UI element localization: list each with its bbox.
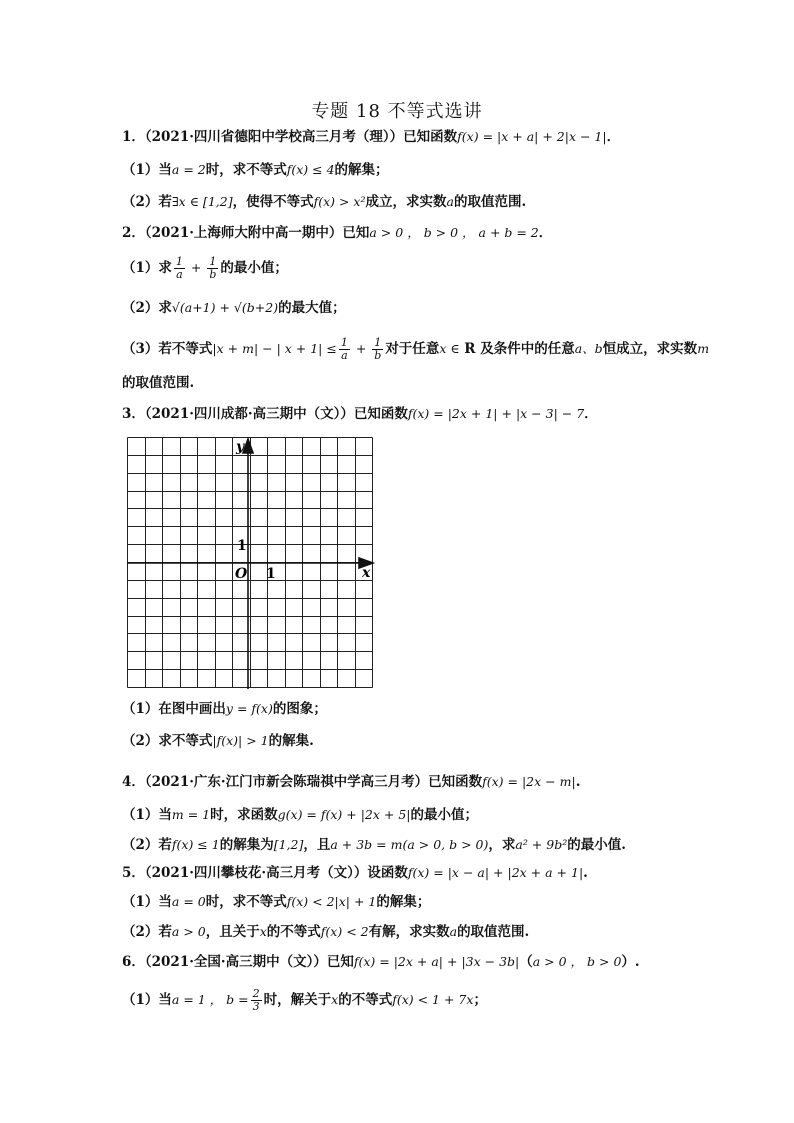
text: 5．（2021·四川攀枝花·高三月考（文））设函数 (122, 865, 408, 881)
formula: f(x) = |x + a| + 2|x − 1| (457, 129, 607, 144)
coordinate-grid (127, 437, 375, 689)
formula: f(x) = |x − a| + |2x + a + 1| (407, 865, 584, 880)
problem-3-part-2 (122, 732, 314, 750)
y-axis-label: y (236, 439, 245, 455)
text: （2）求不等式 (122, 733, 213, 749)
text: ． (538, 225, 553, 241)
text: （1）当 (122, 162, 172, 178)
formula: a > 0 ， b > 0 ， a + b = 2 (369, 225, 539, 240)
problem-2-part-2 (122, 299, 346, 317)
fraction: $\frac{1}{a}$ (175, 255, 183, 281)
problem-3-stem (122, 405, 598, 423)
formula: a > 0 (171, 924, 206, 939)
formula: + (351, 341, 371, 356)
text: 时，求不等式 (205, 162, 287, 178)
text: 有解，求实数 (368, 924, 450, 940)
formula: a (446, 194, 454, 209)
y-tick-label: 1 (237, 538, 247, 554)
text: ，且关于 (205, 924, 260, 940)
text: 时，求函数 (210, 807, 278, 823)
text: 的取值范围. (457, 924, 530, 940)
formula: f(x) < 1 + 7x (392, 992, 474, 1007)
text: ． (606, 129, 621, 145)
text: 6．（2021·全国·高三期中（文））已知 (122, 954, 354, 970)
text: （3）若不等式 (122, 341, 213, 357)
problem-1-stem (122, 128, 620, 146)
problem-2-part-1 (122, 256, 288, 281)
text: 的取值范围. (122, 375, 195, 391)
formula: a² + 9b² (515, 837, 568, 852)
text: （2）求 (122, 300, 172, 316)
formula: f(x) > x² (313, 194, 366, 209)
text: 的最小值. (567, 837, 626, 853)
text: 的解集为 (219, 837, 274, 853)
formula: a + 3b = m(a > 0, b > 0) (330, 837, 489, 852)
formula: f(x) ≤ 4 (286, 162, 335, 177)
formula: a = 2 (171, 162, 206, 177)
formula: + (186, 260, 206, 275)
text: 的不等式 (266, 924, 321, 940)
text: . (583, 865, 588, 881)
formula: a = 0 (171, 894, 206, 909)
text: 3．（2021·四川成都·高三期中（文））已知函数 (122, 406, 408, 422)
problem-6-stem (122, 953, 640, 971)
text: 时，求不等式 (205, 894, 287, 910)
problem-5-stem (122, 864, 588, 882)
formula: a = 1 ， b = (171, 992, 249, 1007)
text: 的最大值； (278, 300, 346, 316)
x-axis-label: x (362, 565, 371, 581)
text: （1）当 (122, 992, 172, 1008)
problem-6-part-1 (122, 988, 487, 1013)
formula: m = 1 (171, 807, 211, 822)
formula: f(x) < 2 (320, 924, 369, 939)
text: （1）在图中画出 (122, 701, 226, 717)
formula: x (331, 992, 339, 1007)
fraction: $\frac{2}{3}$ (252, 987, 260, 1013)
text: （1）当 (122, 807, 172, 823)
problem-5-part-1 (122, 893, 430, 911)
text: 的最小值； (410, 807, 479, 823)
text: （2）若 (122, 924, 172, 940)
formula: [1,2] (273, 837, 304, 852)
text: 对于任意 (385, 341, 440, 357)
text: （2）若 (122, 194, 172, 210)
text: 的解集； (334, 162, 389, 178)
text: 时，解关于 (263, 992, 332, 1008)
formula: a (449, 924, 458, 939)
formula: √(a+1) + √(b+2) (171, 300, 279, 315)
problem-2-stem (122, 224, 552, 242)
text: . (575, 774, 581, 790)
problem-1-part-2 (122, 193, 526, 211)
x-tick-label: 1 (266, 566, 276, 582)
formula: f(x) ≤ 1 (171, 837, 220, 852)
formula: a、b (574, 341, 603, 356)
text: 的图象； (272, 701, 327, 717)
text: 4．（2021·广东·江门市新会陈瑞祺中学高三月考）已知函数 (122, 774, 483, 790)
text: （1）求 (122, 260, 172, 276)
problem-5-part-2 (122, 923, 529, 941)
fraction: $\frac{1}{b}$ (209, 255, 217, 281)
text: ，求 (488, 837, 516, 853)
formula: f(x) = |2x − m| (482, 774, 576, 789)
text: ）. (621, 954, 640, 970)
formula: a > 0 ， b > 0 (532, 954, 622, 969)
text: ，且 (303, 837, 331, 853)
text: 2．（2021·上海师大附中高一期中）已知 (122, 225, 370, 241)
problem-4-stem (122, 773, 580, 791)
text: （2）若 (122, 837, 172, 853)
formula: f(x) = |2x + 1| + |x − 3| − 7 (407, 406, 585, 421)
problem-1-part-1 (122, 161, 389, 179)
problem-2-part-3-cont (122, 374, 194, 392)
text: （ (519, 954, 533, 970)
origin-label: O (235, 566, 248, 582)
problem-3-part-1 (122, 700, 327, 718)
text: 的不等式 (338, 992, 393, 1008)
formula: m (697, 341, 710, 356)
formula: x (259, 924, 267, 939)
formula: |x + m| − | x + 1| ≤ (212, 341, 337, 356)
problem-2-part-3 (122, 337, 709, 362)
formula: f(x) < 2|x| + 1 (286, 894, 377, 909)
problem-4-part-1 (122, 806, 478, 824)
text: ； (473, 992, 487, 1008)
text: ，使得不等式 (232, 194, 314, 210)
text: 1．（2021·四川省德阳中学校高三月考（理））已知函数 (122, 129, 458, 145)
text: R 及条件中的任意 (459, 341, 575, 357)
fraction: $\frac{1}{b}$ (374, 336, 382, 362)
text: 的解集. (268, 733, 314, 749)
text: ． (584, 406, 598, 422)
formula: x ∈ (439, 341, 460, 356)
formula: g(x) = f(x) + |2x + 5| (277, 807, 411, 822)
formula: |f(x)| > 1 (212, 733, 269, 748)
text: 的最小值； (220, 260, 288, 276)
page-title: 专题 18 不等式选讲 (311, 101, 483, 122)
text: 的取值范围. (453, 194, 527, 210)
text: 的解集； (376, 894, 431, 910)
fraction: $\frac{1}{a}$ (340, 336, 348, 362)
y-axis-arrow (243, 439, 253, 453)
problem-4-part-2 (122, 836, 626, 854)
formula: y = f(x) (225, 701, 273, 716)
text: 成立，求实数 (365, 194, 447, 210)
text: 恒成立，求实数 (602, 341, 698, 357)
formula: f(x) = |2x + a| + |3x − 3b| (353, 954, 520, 969)
text: （1）当 (122, 894, 172, 910)
formula: ∃x ∈ [1,2] (171, 194, 233, 209)
